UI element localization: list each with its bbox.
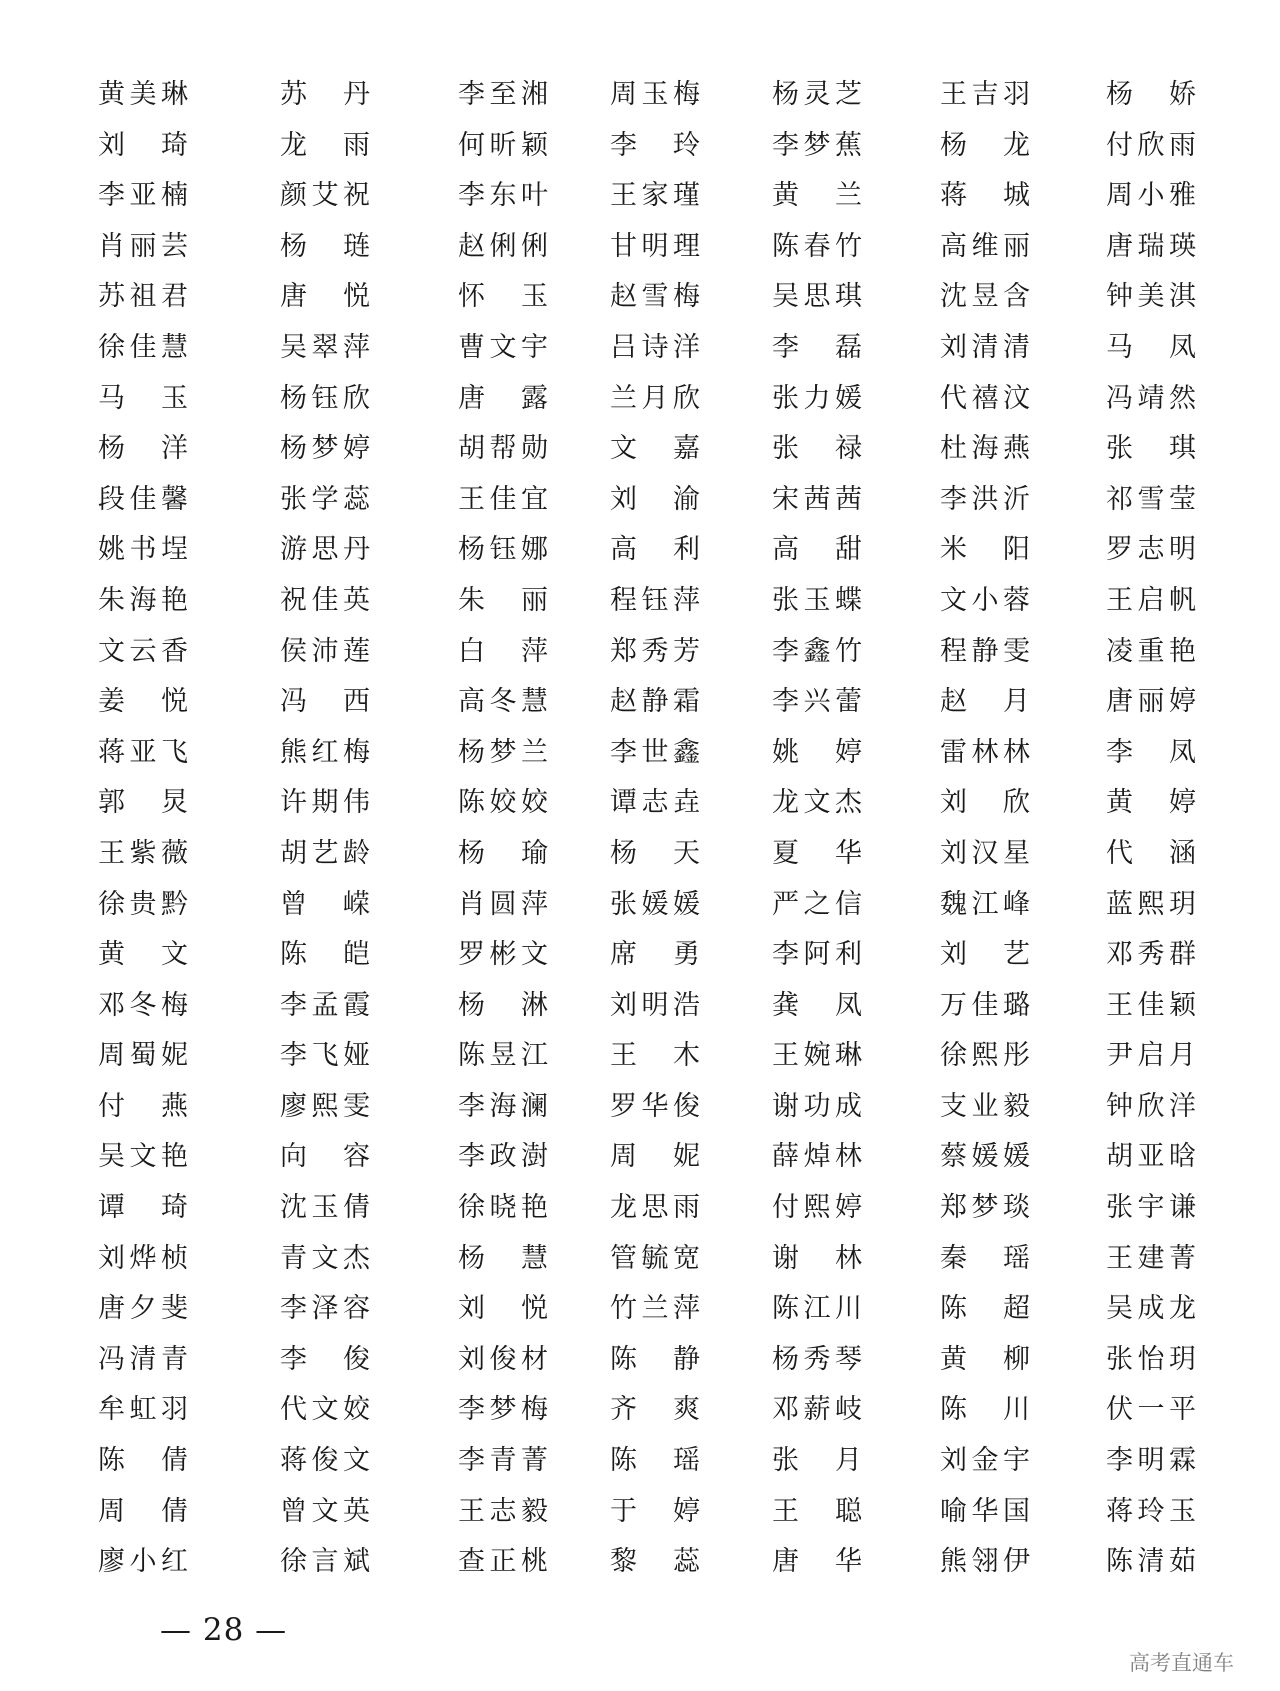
name-cell: 杜 海 燕 [940, 433, 1030, 465]
name-cell: 代 涵 [1106, 837, 1196, 869]
name-cell: 黄 婷 [1106, 787, 1196, 819]
name-cell: 谢 林 [772, 1242, 862, 1274]
name-cell: 周 倩 [98, 1495, 188, 1527]
name-cell: 李 梦 蕉 [772, 129, 862, 161]
name-cell: 刘 悦 [458, 1293, 548, 1325]
name-cell: 马 玉 [98, 382, 188, 414]
name-row [0, 121, 1280, 172]
name-cell: 段 佳 馨 [98, 483, 188, 515]
name-cell: 曾 文 英 [280, 1495, 370, 1527]
name-cell: 李 磊 [772, 331, 862, 363]
name-row [0, 424, 1280, 475]
name-cell: 曾 嵘 [280, 888, 370, 920]
name-cell: 黎 蕊 [610, 1546, 700, 1578]
name-cell: 程 钰 萍 [610, 584, 700, 616]
name-cell: 罗 华 俊 [610, 1090, 700, 1122]
name-cell: 唐 华 [772, 1546, 862, 1578]
name-cell: 苏 祖 君 [98, 281, 188, 313]
name-row [0, 1031, 1280, 1082]
name-cell: 甘 明 理 [610, 230, 700, 262]
name-cell: 雷 林 林 [940, 736, 1030, 768]
name-row [0, 374, 1280, 425]
name-cell: 陈 清 茹 [1106, 1546, 1196, 1578]
name-cell: 代 禧 汶 [940, 382, 1030, 414]
name-cell: 王 佳 颖 [1106, 989, 1196, 1021]
name-cell: 张 学 蕊 [280, 483, 370, 515]
name-cell: 李 梦 梅 [458, 1394, 548, 1426]
name-cell: 胡 艺 龄 [280, 837, 370, 869]
name-cell: 杨 天 [610, 837, 700, 869]
name-cell: 周 小 雅 [1106, 180, 1196, 212]
name-cell: 杨 琏 [280, 230, 370, 262]
name-cell: 朱 丽 [458, 584, 548, 616]
name-cell: 黄 文 [98, 939, 188, 971]
name-cell: 秦 瑶 [940, 1242, 1030, 1274]
name-cell: 郑 梦 琰 [940, 1192, 1030, 1224]
name-cell: 张 媛 媛 [610, 888, 700, 920]
name-cell: 刘 俊 材 [458, 1343, 548, 1375]
name-row [0, 1183, 1280, 1234]
name-cell: 王 家 瑾 [610, 180, 700, 212]
name-cell: 杨 瑜 [458, 837, 548, 869]
name-cell: 李 世 鑫 [610, 736, 700, 768]
name-cell: 张 怡 玥 [1106, 1343, 1196, 1375]
name-cell: 刘 琦 [98, 129, 188, 161]
name-cell: 廖 熙 雯 [280, 1090, 370, 1122]
name-cell: 龙 思 雨 [610, 1192, 700, 1224]
name-cell: 于 婷 [610, 1495, 700, 1527]
name-cell: 何 昕 颖 [458, 129, 548, 161]
name-cell: 李 泽 容 [280, 1293, 370, 1325]
name-cell: 李 至 湘 [458, 79, 548, 110]
name-cell: 陈 昱 江 [458, 1040, 548, 1072]
name-cell: 吴 思 琪 [772, 281, 862, 313]
name-cell: 钟 欣 洋 [1106, 1090, 1196, 1122]
page-number: — 28 — [160, 1612, 288, 1648]
name-cell: 刘 艺 [940, 939, 1030, 971]
name-cell: 严 之 信 [772, 888, 862, 920]
name-cell: 张 月 [772, 1445, 862, 1477]
name-cell: 谢 功 成 [772, 1090, 862, 1122]
name-cell: 蒋 城 [940, 180, 1030, 212]
name-cell: 李 海 澜 [458, 1090, 548, 1122]
name-cell: 王 志 毅 [458, 1495, 548, 1527]
name-cell: 周 妮 [610, 1141, 700, 1173]
name-cell: 冯 西 [280, 686, 370, 718]
name-cell: 徐 晓 艳 [458, 1192, 548, 1224]
name-cell: 王 佳 宜 [458, 483, 548, 515]
name-cell: 文 云 香 [98, 635, 188, 667]
name-cell: 吴 文 艳 [98, 1141, 188, 1173]
name-cell: 杨 钰 欣 [280, 382, 370, 414]
name-cell: 文 嘉 [610, 433, 700, 465]
name-cell: 陈 皑 [280, 939, 370, 971]
name-cell: 游 思 丹 [280, 534, 370, 566]
name-cell: 邓 秀 群 [1106, 939, 1196, 971]
name-cell: 龙 文 杰 [772, 787, 862, 819]
name-row [0, 1335, 1280, 1386]
name-cell: 杨 梦 兰 [458, 736, 548, 768]
name-cell: 陈 倩 [98, 1445, 188, 1477]
name-cell: 王 聪 [772, 1495, 862, 1527]
name-cell: 李 俊 [280, 1343, 370, 1375]
name-cell: 李 玲 [610, 129, 700, 161]
name-cell: 尹 启 月 [1106, 1040, 1196, 1072]
name-cell: 颜 艾 祝 [280, 180, 370, 212]
name-cell: 李 明 霖 [1106, 1445, 1196, 1477]
name-cell: 李 东 叶 [458, 180, 548, 212]
name-cell: 冯 清 青 [98, 1343, 188, 1375]
name-cell: 吴 成 龙 [1106, 1293, 1196, 1325]
name-cell: 齐 爽 [610, 1394, 700, 1426]
name-cell: 付 欣 雨 [1106, 129, 1196, 161]
name-cell: 唐 露 [458, 382, 548, 414]
name-row [0, 930, 1280, 981]
name-cell: 唐 瑞 瑛 [1106, 230, 1196, 262]
name-row [0, 70, 1280, 121]
name-cell: 吕 诗 洋 [610, 331, 700, 363]
name-row [0, 272, 1280, 323]
name-row [0, 880, 1280, 931]
name-cell: 姜 悦 [98, 686, 188, 718]
name-cell: 胡 亚 晗 [1106, 1141, 1196, 1173]
name-cell: 喻 华 国 [940, 1495, 1030, 1527]
name-cell: 文 小 蓉 [940, 584, 1030, 616]
name-cell: 郑 秀 芳 [610, 635, 700, 667]
name-cell: 朱 海 艳 [98, 584, 188, 616]
name-cell: 刘 渝 [610, 483, 700, 515]
name-cell: 席 勇 [610, 939, 700, 971]
name-cell: 杨 龙 [940, 129, 1030, 161]
name-cell: 米 阳 [940, 534, 1030, 566]
name-cell: 宋 茜 茜 [772, 483, 862, 515]
name-cell: 付 熙 婷 [772, 1192, 862, 1224]
name-cell: 王 婉 琳 [772, 1040, 862, 1072]
name-row [0, 525, 1280, 576]
name-cell: 刘 汉 星 [940, 837, 1030, 869]
name-cell: 黄 兰 [772, 180, 862, 212]
name-cell: 张 力 媛 [772, 382, 862, 414]
name-cell: 伏 一 平 [1106, 1394, 1196, 1426]
name-row [0, 1537, 1280, 1588]
name-cell: 陈 姣 姣 [458, 787, 548, 819]
name-cell: 高 冬 慧 [458, 686, 548, 718]
name-row [0, 1284, 1280, 1335]
name-cell: 冯 靖 然 [1106, 382, 1196, 414]
name-cell: 熊 翎 伊 [940, 1546, 1030, 1578]
name-cell: 邓 薪 岐 [772, 1394, 862, 1426]
name-cell: 徐 熙 彤 [940, 1040, 1030, 1072]
name-cell: 薛 焯 林 [772, 1141, 862, 1173]
name-cell: 杨 灵 芝 [772, 79, 862, 110]
name-cell: 蒋 亚 飞 [98, 736, 188, 768]
name-cell: 黄 柳 [940, 1343, 1030, 1375]
name-cell: 肖 圆 萍 [458, 888, 548, 920]
name-cell: 王 吉 羽 [940, 79, 1030, 110]
name-cell: 龚 凤 [772, 989, 862, 1021]
name-row [0, 1487, 1280, 1538]
name-cell: 程 静 雯 [940, 635, 1030, 667]
name-cell: 管 毓 宽 [610, 1242, 700, 1274]
name-cell: 廖 小 红 [98, 1546, 188, 1578]
name-cell: 侯 沛 莲 [280, 635, 370, 667]
name-cell: 唐 悦 [280, 281, 370, 313]
name-cell: 邓 冬 梅 [98, 989, 188, 1021]
name-cell: 夏 华 [772, 837, 862, 869]
name-cell: 郭 炅 [98, 787, 188, 819]
name-cell: 李 政 澍 [458, 1141, 548, 1173]
name-cell: 龙 雨 [280, 129, 370, 161]
name-cell: 肖 丽 芸 [98, 230, 188, 262]
name-cell: 竹 兰 萍 [610, 1293, 700, 1325]
name-cell: 李 阿 利 [772, 939, 862, 971]
name-row [0, 627, 1280, 678]
name-cell: 高 甜 [772, 534, 862, 566]
name-cell: 付 燕 [98, 1090, 188, 1122]
name-cell: 刘 烨 桢 [98, 1242, 188, 1274]
name-row [0, 1436, 1280, 1487]
name-cell: 徐 佳 慧 [98, 331, 188, 363]
name-row [0, 576, 1280, 627]
name-cell: 胡 帮 勋 [458, 433, 548, 465]
name-row [0, 981, 1280, 1032]
name-cell: 杨 梦 婷 [280, 433, 370, 465]
name-row [0, 728, 1280, 779]
name-cell: 刘 欣 [940, 787, 1030, 819]
name-cell: 牟 虹 羽 [98, 1394, 188, 1426]
name-cell: 杨 淋 [458, 989, 548, 1021]
name-cell: 怀 玉 [458, 281, 548, 313]
name-cell: 祝 佳 英 [280, 584, 370, 616]
name-cell: 兰 月 欣 [610, 382, 700, 414]
name-cell: 杨 慧 [458, 1242, 548, 1274]
name-cell: 姚 书 埕 [98, 534, 188, 566]
name-cell: 蓝 熙 玥 [1106, 888, 1196, 920]
name-cell: 陈 川 [940, 1394, 1030, 1426]
name-cell: 沈 玉 倩 [280, 1192, 370, 1224]
name-cell: 马 凤 [1106, 331, 1196, 363]
name-cell: 吴 翠 萍 [280, 331, 370, 363]
name-cell: 李 洪 沂 [940, 483, 1030, 515]
name-cell: 祁 雪 莹 [1106, 483, 1196, 515]
name-cell: 周 玉 梅 [610, 79, 700, 110]
name-cell: 唐 丽 婷 [1106, 686, 1196, 718]
name-cell: 王 建 菁 [1106, 1242, 1196, 1274]
name-cell: 白 萍 [458, 635, 548, 667]
name-cell: 李 鑫 竹 [772, 635, 862, 667]
name-cell: 刘 金 宇 [940, 1445, 1030, 1477]
name-row [0, 1385, 1280, 1436]
name-cell: 钟 美 淇 [1106, 281, 1196, 313]
name-cell: 赵 雪 梅 [610, 281, 700, 313]
name-cell: 谭 琦 [98, 1192, 188, 1224]
name-cell: 黄 美 琳 [98, 79, 188, 110]
name-cell: 陈 瑶 [610, 1445, 700, 1477]
name-cell: 赵 俐 俐 [458, 230, 548, 262]
name-cell: 赵 静 霜 [610, 686, 700, 718]
name-cell: 熊 红 梅 [280, 736, 370, 768]
name-cell: 陈 春 竹 [772, 230, 862, 262]
name-cell: 王 木 [610, 1040, 700, 1072]
name-cell: 李 孟 霞 [280, 989, 370, 1021]
name-cell: 许 期 伟 [280, 787, 370, 819]
name-cell: 代 文 姣 [280, 1394, 370, 1426]
name-cell: 刘 清 清 [940, 331, 1030, 363]
name-cell: 周 蜀 妮 [98, 1040, 188, 1072]
name-cell: 张 玉 蝶 [772, 584, 862, 616]
name-cell: 查 正 桃 [458, 1546, 548, 1578]
name-cell: 王 紫 薇 [98, 837, 188, 869]
name-cell: 陈 超 [940, 1293, 1030, 1325]
name-cell: 苏 丹 [280, 79, 370, 110]
name-cell: 蔡 媛 媛 [940, 1141, 1030, 1173]
name-cell: 陈 江 川 [772, 1293, 862, 1325]
name-cell: 魏 江 峰 [940, 888, 1030, 920]
name-row [0, 829, 1280, 880]
name-cell: 杨 娇 [1106, 79, 1196, 110]
name-cell: 杨 钰 娜 [458, 534, 548, 566]
name-cell: 李 青 菁 [458, 1445, 548, 1477]
name-row [0, 323, 1280, 374]
name-cell: 万 佳 璐 [940, 989, 1030, 1021]
name-cell: 姚 婷 [772, 736, 862, 768]
name-cell: 李 凤 [1106, 736, 1196, 768]
name-cell: 罗 志 明 [1106, 534, 1196, 566]
name-cell: 张 禄 [772, 433, 862, 465]
name-cell: 蒋 玲 玉 [1106, 1495, 1196, 1527]
name-cell: 谭 志 垚 [610, 787, 700, 819]
name-cell: 杨 洋 [98, 433, 188, 465]
name-cell: 徐 贵 黔 [98, 888, 188, 920]
name-cell: 李 亚 楠 [98, 180, 188, 212]
name-cell: 蒋 俊 文 [280, 1445, 370, 1477]
name-cell: 赵 月 [940, 686, 1030, 718]
name-row [0, 1082, 1280, 1133]
name-cell: 王 启 帆 [1106, 584, 1196, 616]
name-cell: 李 兴 蕾 [772, 686, 862, 718]
name-cell: 张 琪 [1106, 433, 1196, 465]
name-cell: 罗 彬 文 [458, 939, 548, 971]
name-cell: 杨 秀 琴 [772, 1343, 862, 1375]
name-row [0, 222, 1280, 273]
name-row [0, 1132, 1280, 1183]
name-cell: 曹 文 宇 [458, 331, 548, 363]
name-row [0, 171, 1280, 222]
name-row [0, 677, 1280, 728]
name-row [0, 778, 1280, 829]
watermark: 高考直通车 [1129, 1651, 1234, 1675]
name-cell: 青 文 杰 [280, 1242, 370, 1274]
name-cell: 支 业 毅 [940, 1090, 1030, 1122]
name-row [0, 475, 1280, 526]
name-cell: 徐 言 斌 [280, 1546, 370, 1578]
name-cell: 凌 重 艳 [1106, 635, 1196, 667]
name-cell: 陈 静 [610, 1343, 700, 1375]
name-cell: 沈 昱 含 [940, 281, 1030, 313]
name-cell: 李 飞 娅 [280, 1040, 370, 1072]
name-cell: 唐 夕 斐 [98, 1293, 188, 1325]
name-cell: 高 利 [610, 534, 700, 566]
name-cell: 高 维 丽 [940, 230, 1030, 262]
names-grid [0, 70, 1280, 1588]
name-cell: 向 容 [280, 1141, 370, 1173]
name-cell: 刘 明 浩 [610, 989, 700, 1021]
name-row [0, 1234, 1280, 1285]
name-cell: 张 宇 谦 [1106, 1192, 1196, 1224]
